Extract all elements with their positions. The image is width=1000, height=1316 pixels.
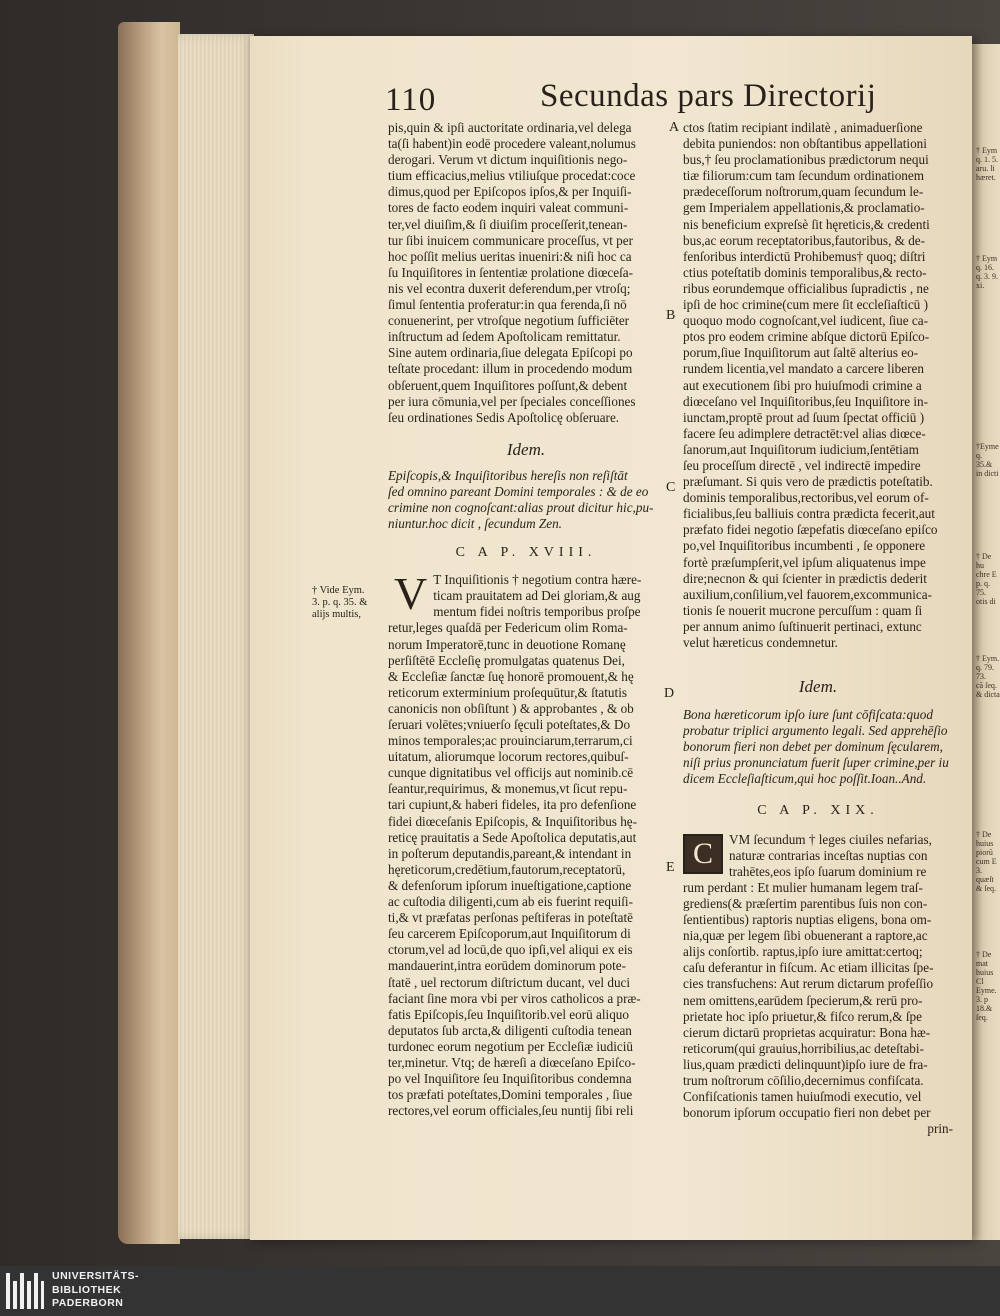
text-line: prietate hoc ipſo priuetur,& fiſco rerum,& ſpe — [683, 1008, 922, 1024]
text-line: canonicis non obſiſtunt ) & approbantes , & ob — [388, 700, 634, 716]
text-line: nem omittens,earūdem ſpecierum,& rerū pro- — [683, 992, 923, 1008]
text-line: conuenerint, per vtroſque negotium ſufficiēter — [388, 313, 630, 329]
text-line: trum noſtrorum cōſilio,decernimus confiſcata. — [683, 1072, 924, 1088]
left-text-column — [388, 120, 664, 1119]
facing-page-edge — [970, 44, 1000, 1240]
drop-cap-c: C — [683, 834, 723, 874]
running-header: Secundas pars Directorij — [540, 78, 877, 114]
text-line: ter,vel diuiſim,& ſi diuiſim proceſſerit,tenean- — [388, 216, 628, 232]
library-name-line: UNIVERSITÄTS- — [52, 1270, 140, 1282]
text-line: ctorum,vel ad locū,de quo ipſi,vel aliqui ex eis — [388, 942, 633, 958]
facing-note: † De huius piorū cum E 3. quæſt & ſeq. — [976, 830, 997, 893]
section-letter-d: D — [664, 686, 675, 701]
text-line: ſanorum,aut Inquiſitorum iudicium,ſentētiam — [683, 441, 919, 457]
text-line: T Inquiſitionis † negotium contra hære- — [433, 572, 642, 588]
text-line: ipſi de hoc crimine(cum mere ſit eccleſiaſticū ) — [683, 297, 928, 313]
text-line: tos præfati poteſtates,Domini temporales , ſiue — [388, 1087, 633, 1103]
text-line: ſentientibus) raptoris nuptias eligens, bona om- — [683, 912, 932, 928]
right-paragraph-1 — [683, 120, 953, 651]
text-line: ta(ſi habent)in eodē procedere valeant,nolumus — [388, 136, 636, 152]
text-line: grediens(& præſertim parentibus ſuis non con- — [683, 895, 928, 911]
text-line: quoquo modo cognoſcant,vel iudicent, ſiue ca- — [683, 313, 928, 329]
text-line: deputatos ſub arcta,& diligenti cuſtodia tenean — [388, 1022, 632, 1038]
text-line: norum Imperatorē,tunc in deuotione Romanę — [388, 636, 626, 652]
section-letter-a: A — [669, 120, 680, 135]
text-line: obſeruent,quem Inquiſitores poſſunt,& debent — [388, 377, 628, 393]
text-line: uitatum, aliorumque locorum rectores,quibuſ- — [388, 749, 629, 765]
text-line: derogari. Verum vt dictum inquiſitionis nego- — [388, 152, 628, 168]
text-line: bus,ac eorum receptatoribus,fautoribus, & de- — [683, 232, 926, 248]
text-line: lius,quam prædicti delinquunt)ipſo iure de fra- — [683, 1056, 928, 1072]
text-line: fidei diœceſanis Epiſcopis, & Inquiſitoribus hę- — [388, 813, 638, 829]
text-line: tur ſibi inuicem communicare proceſſus, vt per — [388, 232, 633, 248]
text-line: retur,leges quaſdā per Federicum olim Roma- — [388, 620, 628, 636]
text-line: auxilium,conſilium,vel fauorem,excommunica- — [683, 586, 933, 602]
summary-line: niuntur.hoc dicit , ſecundum Zen. — [388, 516, 562, 532]
text-line: ctius poteſtatib dominis temporalibus,& recto- — [683, 264, 927, 280]
text-line: velut hæreticus condemnetur. — [683, 635, 838, 650]
text-line: turdonec eorum negotium per Eccleſiæ iudiciū — [388, 1038, 633, 1054]
summary-line: niſi prius pronunciatum fuerit ſuper crimine,per iu — [683, 755, 949, 771]
text-line: bus,† ſeu proclamationibus prædictorum nequi — [683, 152, 929, 168]
page-stack-edge — [178, 34, 254, 1239]
summary-line: dicem Eccleſiaſticum,qui hoc poſſit.Ioan..And. — [683, 771, 927, 787]
text-line: po,vel Inquiſitoribus incumbenti , ſe opponere — [683, 538, 926, 554]
text-line: gem Imperialem appellationis,& proclamatio- — [683, 200, 925, 216]
text-line: fatis Epiſcopis,ſeu Inquiſitorib.vel eorū aliquo — [388, 1006, 629, 1022]
text-line: ſtatē , uel rectorum diſtrictum ducant, vel duci — [388, 974, 631, 990]
text-line: porum,ſiue Inquiſitorum aut ſaltē alterius eo- — [683, 345, 919, 361]
drop-cap-v: V — [394, 568, 428, 620]
text-line: trahētes,eos ipſo ſuarum dominium re — [729, 863, 927, 879]
text-line: VM ſecundum † leges ciuiles nefarias, — [729, 831, 932, 847]
text-line: cierum dictarū proprietas acquiratur: Bona hæ- — [683, 1024, 931, 1040]
facing-note: † Eym. q. 79. 73. cā ſeq. & dicta — [976, 654, 1000, 699]
text-line: fenſoribus interdictū Prohibemus† quoq; diſtri — [683, 248, 926, 264]
summary-line: probatur triplici argumento legali. Sed apprehēſio — [683, 723, 948, 739]
text-line: dimus,quod per Epiſcopos ipſos,& per Inquiſi- — [388, 184, 632, 200]
text-line: in poſterum deputandis,pareant,& intendant in — [388, 845, 632, 861]
text-line: per annum animo ſuſtinuerit pertinaci, extunc — [683, 618, 922, 634]
summary-line: Epiſcopis,& Inquiſitoribus hereſis non reſiſtāt — [388, 467, 628, 483]
page-number: 110 — [385, 82, 437, 118]
right-summary — [683, 707, 953, 787]
text-line: debita puniendos: non obſtantibus appellationi — [683, 136, 927, 152]
text-line: dire;necnon & qui ſcienter in prædictis dederit — [683, 570, 927, 586]
text-line: aut executionem ſibi pro huiuſmodi crimine a — [683, 377, 922, 393]
text-line: rectores,vel eorum officiales,ſeu nuntij ſibi reli — [388, 1103, 634, 1119]
text-line: & defenſorum ipſorum inueſtigatione,captione — [388, 877, 632, 893]
text-line: hęreticorum,credētium,fautorum,receptatorū, — [388, 861, 626, 877]
text-line: Sine autem ordinaria,ſiue delegata Epiſcopi po — [388, 345, 633, 361]
chapter-heading-xix: C A P. XIX. — [757, 802, 879, 818]
text-line: dominis temporalibus,rectoribus,vel eorum of- — [683, 490, 929, 506]
summary-line: ſed omnino pareant Domini temporales : & de eo — [388, 483, 649, 499]
text-line: præſumant. Si quis vero de prædictis poteſtatib. — [683, 474, 933, 490]
text-line: mandauerint,intra eorūdem dominorum pote- — [388, 958, 627, 974]
facing-note: † De hu chre E p. q. 75. otis di — [976, 552, 997, 606]
text-line: rum perdant : Et mulier humanam legem traſ- — [683, 879, 923, 895]
text-line: hoc poſſit melius ueritas inueniri:& niſi hoc ca — [388, 248, 632, 264]
text-line: ribus eorundemque officialibus ſupradictis , ne — [683, 280, 929, 296]
text-line: pis,quin & ipſi auctoritate ordinaria,vel delega — [388, 120, 632, 135]
library-name-line: PADERBORN — [52, 1297, 124, 1309]
right-paragraph-2 — [683, 832, 953, 1138]
text-line: mentum fidei noſtris temporibus proſpe — [433, 604, 641, 620]
text-line: tiæ filiorum:cum tam ſecundum ordinationem — [683, 168, 924, 184]
text-line: reticorum exterminium proſequūtur,& ſtatutis — [388, 684, 627, 700]
text-line: per iura cōmunia,vel per ſpeciales conceſſiones — [388, 393, 636, 409]
text-line: naturæ contrarias inceſtas nuptias con — [729, 847, 928, 863]
left-paragraph-2 — [388, 568, 664, 1119]
facing-note: † Eym q. 16. q. 3. 9. xi. — [976, 254, 998, 290]
text-line: ctos ſtatim recipiant indilatè , animaduerſione — [683, 120, 923, 135]
left-summary — [388, 468, 664, 532]
text-line: ter,minetur. Vtq; de hæreſi a diœceſano Epiſco- — [388, 1054, 636, 1070]
text-line: & Eccleſiæ ſanctæ ſuę honorē promouent,& hę — [388, 668, 634, 684]
text-line: tionis ſe nouerit mucrone percuſſum : quam ſi — [683, 602, 923, 618]
text-line: nis vel econtra duxerit deferendum,per vtroſq; — [388, 280, 631, 296]
text-line: nis beneficium expreſsè ſit hęreticis,& credenti — [683, 216, 930, 232]
text-line: præfato fidei negotio ſæpefatis diœceſano epiſco — [683, 522, 938, 538]
section-letter-b: B — [666, 308, 676, 323]
text-line: cunque dignitatibus vel officijs aut nominib.cē — [388, 765, 634, 781]
catchword: prin- — [927, 1121, 953, 1137]
text-line: faciant ſine mora vbi per viros catholicos a præ- — [388, 990, 641, 1006]
text-line: ſu Inquiſitores in ſententiæ prolatione diœceſa- — [388, 264, 634, 280]
chapter-heading-xviii: C A P. XVIII. — [455, 545, 597, 561]
right-text-column — [683, 120, 953, 1137]
text-line: tores de facto eodem inquiri valeat communi- — [388, 200, 629, 216]
summary-line: bonorum fieri non debet per dominum ſęcularem, — [683, 739, 943, 755]
text-line: ſeruari volētes;vniuerſo ſęculi poteſtates,& Do — [388, 717, 631, 732]
text-line: iunctam,proptē prout ad ſuum ſpectat officiū ) — [683, 409, 925, 425]
facing-note: † De mat huius Cl Eyme. 3. p 18.& ſeq. — [976, 950, 997, 1022]
text-line: cies transfuchens: Aut rerum dictarum profeſſio — [683, 976, 934, 992]
text-line: bonorum ipſorum occupatio fieri non debet per — [683, 1105, 931, 1121]
text-line: diœceſano vel Inquiſitoribus,ſeu Inquiſitore in- — [683, 393, 929, 409]
text-line: reticorum(qui grauius,horribilius,ac deteſtabi- — [683, 1040, 924, 1056]
section-letter-e: E — [666, 860, 675, 875]
library-name-line: BIBLIOTHEK — [52, 1283, 122, 1296]
text-line: reticę prauitatis a Sede Apoſtolica deputatis,aut — [388, 829, 637, 845]
text-line: perſiſtētē Eccleſię promulgatas quatenus Dei, — [388, 652, 625, 668]
section-letter-c: C — [666, 480, 676, 495]
text-line: ac cuſtodia diligenti,cum ab eis fuerint requiſi- — [388, 894, 633, 910]
text-line: ſeu ordinationes Sedis Apoſtolicę obſeruare. — [388, 409, 620, 425]
section-heading-idem: Idem. — [798, 677, 838, 697]
text-line: ſimul ſententia proferatur:in qua ferenda,ſi nō — [388, 297, 627, 313]
text-line: ptos pro eodem crimine abſque dictorū Epiſco- — [683, 329, 930, 345]
text-line: tari cupiunt,& haberi fideles, ita pro defenſione — [388, 797, 637, 813]
text-line: rundem licentia,vel mandato a carcere liberen — [683, 361, 924, 377]
text-line: po vel Inquiſitore ſeu Inquiſitoribus condemna — [388, 1071, 632, 1087]
text-line: ſeu proceſſum directē , vel indirectē impedire — [683, 457, 921, 473]
summary-line: Bona hæreticorum ipſo iure ſunt cōfiſcata:quod — [683, 707, 933, 723]
text-line: facere ſeu adimplere detractēt:vel alias diœce- — [683, 425, 926, 441]
text-line: nia,quæ per legem ſibi obuenerant a raptore,ac — [683, 928, 928, 944]
library-logo-icon — [4, 1269, 46, 1313]
text-line: ficialibus,ſeu balliuis contra prædicta fecerit,aut — [683, 506, 935, 522]
facing-note: †Eyme q. 35.& in dicti — [976, 442, 999, 478]
text-line: alijs conſortib. raptus,ipſo iure amittat:certoq; — [683, 944, 923, 960]
left-paragraph-1 — [388, 120, 664, 426]
section-heading-idem: Idem. — [506, 439, 546, 459]
text-line: teſtate procedant: illum in procedendo modum — [388, 361, 633, 377]
text-line: Confiſcationis tamen huiuſmodi executio, vel — [683, 1089, 922, 1105]
text-line: inſtructum ad ſedem Apoſtolicam remittatur. — [388, 329, 621, 345]
text-line: ti,& vt præfatas perſonas peſtiferas in poteſtatē — [388, 910, 633, 926]
margin-note-left: † Vide Eym. 3. p. q. 35. & alijs multis, — [312, 585, 368, 620]
text-line: tium efficacius,melius vtiliuſque procedat:coce — [388, 168, 636, 184]
facing-note: † Eym q. 1. 5. aru. li hæret. — [976, 146, 998, 182]
text-line: ticam prauitatem ad Dei gloriam,& aug — [433, 588, 641, 604]
library-name — [52, 1270, 139, 1311]
text-line: ſeantur,requirimus, & monemus,vt ſicut repu- — [388, 781, 628, 797]
library-footer — [0, 1266, 1000, 1316]
text-line: minos temporales;ac prouinciarum,terrarum,ci — [388, 733, 633, 749]
book-binding-edge — [118, 22, 180, 1244]
text-line: caſu deferantur in fiſcum. Ac etiam illicitas ſpe- — [683, 960, 934, 976]
text-line: ſeu carcerem Epiſcoporum,aut Inquiſitorum di — [388, 926, 631, 942]
text-line: fortè præſumpſerit,vel ipſum aliquatenus impe — [683, 554, 926, 570]
text-line: prædeceſſorum noſtrorum,quam ſecundum le- — [683, 184, 924, 200]
summary-line: crimine non cognoſcant:alias prout dicitur hic,pu- — [388, 499, 654, 515]
